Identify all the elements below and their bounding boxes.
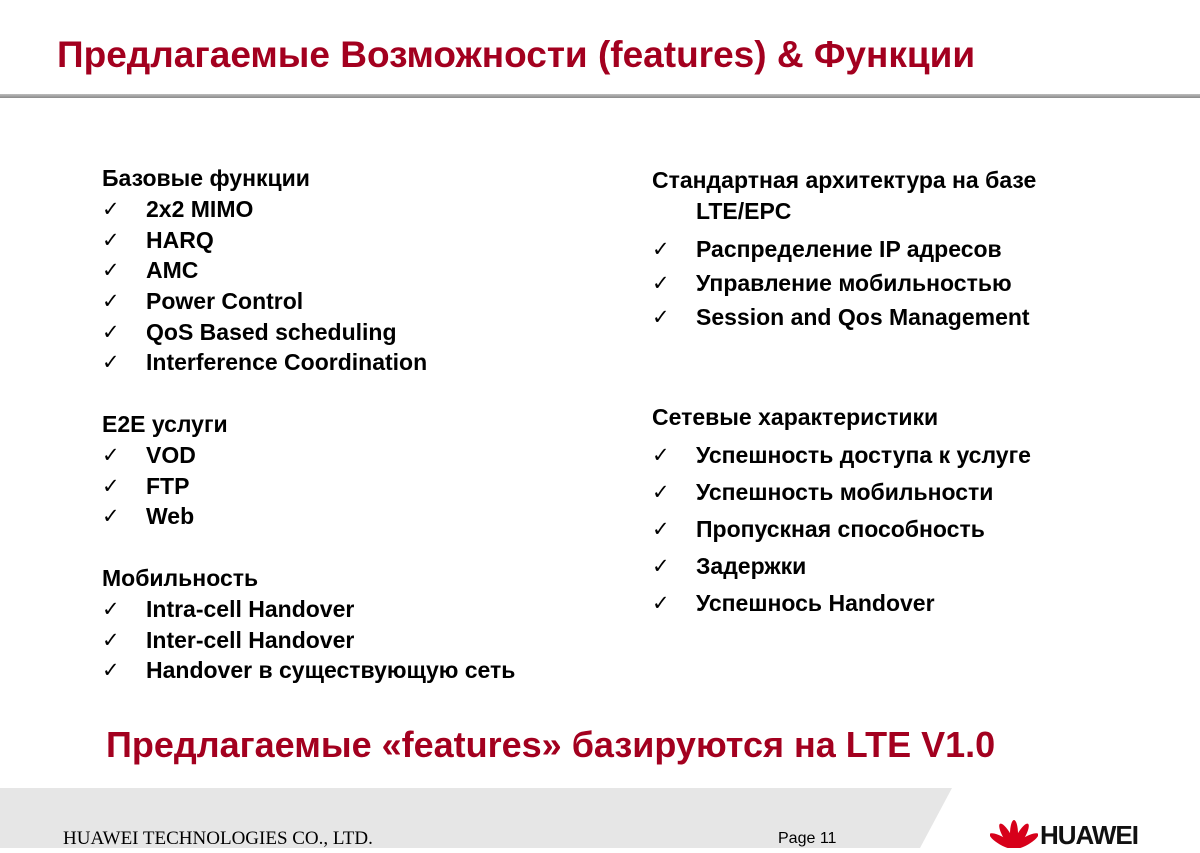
list-item-label: Power Control: [146, 287, 304, 314]
list-item: [652, 474, 1172, 511]
list-item: [652, 585, 1172, 622]
list-item: [102, 471, 622, 502]
left-column: [102, 163, 622, 686]
list-item: [102, 194, 622, 225]
list-item-label: HARQ: [146, 226, 214, 253]
list-item-label: AMC: [146, 257, 199, 284]
list-item-label: Успешность мобильности: [696, 479, 994, 505]
page-number: Page 11: [778, 830, 837, 847]
right-column: [652, 167, 1172, 622]
list-item-label: Распределение IP адресов: [696, 235, 1002, 262]
list-item: [652, 266, 1172, 300]
check-icon: ✓: [102, 320, 120, 344]
list-item: [102, 656, 622, 687]
slide-footer: [0, 788, 1200, 848]
check-icon: ✓: [102, 505, 120, 529]
list-item-label: Web: [146, 503, 195, 530]
check-icon: ✓: [102, 259, 120, 283]
list-item-label: Intra-cell Handover: [146, 596, 355, 623]
list-item: [102, 255, 622, 286]
section-heading-architecture: Стандартная архитектура на базе: [652, 167, 1037, 193]
list-item: [102, 225, 622, 256]
list-item: [102, 594, 622, 625]
list-item: [652, 511, 1172, 548]
section-heading-network-characteristics: Сетевые характеристики: [652, 404, 939, 430]
huawei-flower-icon: [990, 814, 1038, 848]
list-item-label: Inter-cell Handover: [146, 626, 355, 653]
list-item-label: Interference Coordination: [146, 349, 428, 376]
check-icon: ✓: [652, 305, 670, 329]
list-item: [652, 300, 1172, 334]
check-icon: ✓: [652, 518, 670, 541]
check-icon: ✓: [652, 237, 670, 261]
list-item-label: VOD: [146, 441, 196, 468]
section-heading-basic-functions: Базовые функции: [102, 165, 310, 191]
title-divider: [0, 94, 1200, 98]
list-item-label: QoS Based scheduling: [146, 318, 397, 345]
list-item: [102, 440, 622, 471]
list-item-label: Handover в существующую сеть: [146, 657, 516, 684]
section-heading-e2e-services: E2E услуги: [102, 411, 228, 438]
list-item-label: Session and Qos Management: [696, 303, 1030, 330]
list-item-label: 2x2 MIMO: [146, 195, 254, 222]
list-item-label: Успешнось Handover: [696, 590, 935, 616]
list-item-label: FTP: [146, 472, 190, 499]
check-icon: ✓: [102, 197, 120, 221]
list-item: [102, 317, 622, 348]
logo-wordmark: HUAWEI: [1040, 820, 1138, 850]
company-name: HUAWEI TECHNOLOGIES CO., LTD.: [63, 828, 373, 849]
list-item: [102, 286, 622, 317]
list-item-label: Пропускная способность: [696, 516, 985, 542]
check-icon: ✓: [652, 271, 670, 295]
check-icon: ✓: [652, 481, 670, 504]
check-icon: ✓: [652, 444, 670, 467]
section-heading-mobility: Мобильность: [102, 565, 259, 592]
check-icon: ✓: [102, 351, 120, 375]
slide-title: Предлагаемые Возможности (features) & Функции: [57, 34, 976, 75]
check-icon: ✓: [102, 628, 120, 652]
check-icon: ✓: [652, 555, 670, 578]
list-item: [652, 232, 1172, 266]
list-item-label: Управление мобильностью: [696, 269, 1012, 296]
check-icon: ✓: [102, 289, 120, 313]
section-heading-architecture-line2: LTE/EPC: [696, 198, 792, 224]
check-icon: ✓: [102, 598, 120, 622]
summary-statement: Предлагаемые «features» базируются на LTE V1.0: [106, 724, 996, 765]
check-icon: ✓: [102, 443, 120, 467]
list-item-label: Успешность доступа к услуге: [696, 442, 1031, 468]
check-icon: ✓: [652, 592, 670, 615]
check-icon: ✓: [102, 659, 120, 683]
list-item: [652, 548, 1172, 585]
list-item-label: Задержки: [696, 553, 807, 579]
list-item: [102, 347, 622, 378]
huawei-logo: [990, 814, 1150, 848]
check-icon: ✓: [102, 474, 120, 498]
list-item: [102, 502, 622, 533]
list-item: [652, 437, 1172, 474]
list-item: [102, 625, 622, 656]
check-icon: ✓: [102, 228, 120, 252]
